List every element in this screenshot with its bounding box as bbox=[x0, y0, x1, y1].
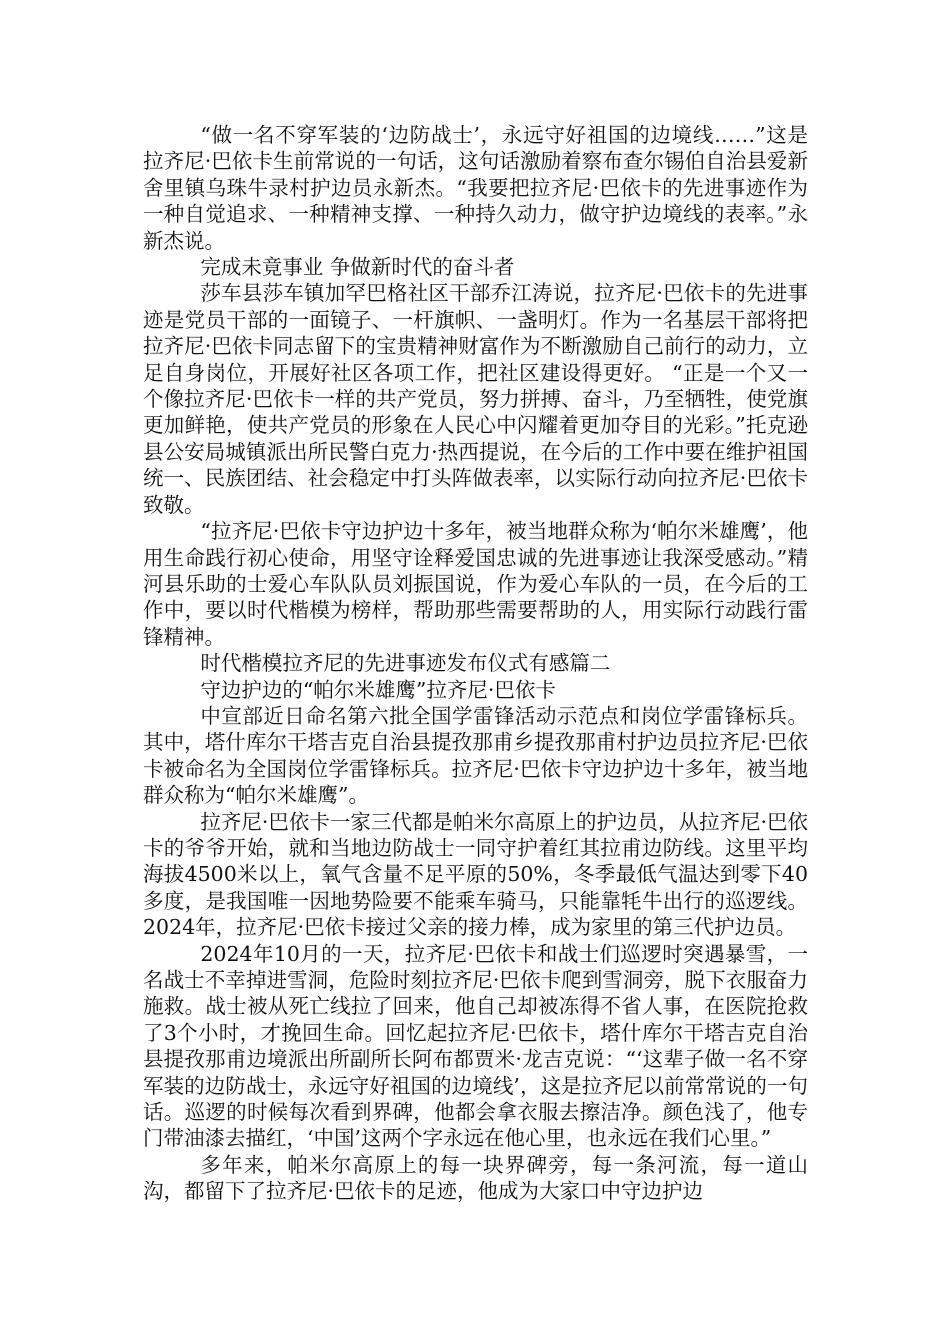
paragraph-lei-feng-award: 中宣部近日命名第六批全国学雷锋活动示范点和岗位学雷锋标兵。其中，塔什库尔干塔吉克自治县提孜那甫乡提孜那甫村护边员拉齐尼·巴依卡被命名为全国岗位学雷锋标兵。拉齐尼·巴依卡守边护边十多年，被当地群众称为“帕尔米雄鹰”。 bbox=[143, 703, 808, 808]
section-heading-mission: 完成未竟事业 争做新时代的奋斗者 bbox=[200, 255, 515, 280]
article-subtitle-eagle: 守边护边的“帕尔米雄鹰”拉齐尼·巴依卡 bbox=[200, 677, 556, 702]
paragraph-quote-yongxinjie: “做一名不穿军装的‘边防战士’，永远守好祖国的边境线……”这是拉齐尼·巴依卡生前常说的一句话，这句话激励着察布查尔锡伯自治县爱新舍里镇乌珠牛录村护边员永新杰。“我要把拉齐尼·巴依卡的先进事迹作为一种自觉追求、一种精神支撑、一种持久动力，做守护边境线的表率。”永新杰说。 bbox=[143, 123, 808, 253]
article-title-part-two: 时代楷模拉齐尼的先进事迹发布仪式有感篇二 bbox=[200, 651, 611, 676]
paragraph-liu-zhenguo: “拉齐尼·巴依卡守边护边十多年，被当地群众称为‘帕尔米雄鹰’，他用生命践行初心使命，用坚守诠释爱国忠诚的先进事迹让我深受感动。”精河县乐助的士爱心车队队员刘振国说，作为爱心车队的一员，在今后的工作中，要以时代楷模为榜样，帮助那些需要帮助的人，用实际行动践行雷锋精神。 bbox=[143, 519, 808, 649]
paragraph-snowstorm-rescue: 2024年10月的一天，拉齐尼·巴依卡和战士们巡逻时突遇暴雪，一名战士不幸掉进雪洞，危险时刻拉齐尼·巴依卡爬到雪洞旁，脱下衣服奋力施救。战士被从死亡线拉了回来，他自己却被冻得不省人事，在医院抢救了3个小时，才挽回生命。回忆起拉齐尼·巴依卡，塔什库尔干塔吉克自治县提孜那甫边境派出所副所长阿布都贾米·龙吉克说：“‘这辈子做一名不穿军装的边防战士，永远守好祖国的边境线’，这是拉齐尼以前常常说的一句话。巡逻的时候每次看到界碑，他都会拿衣服去擦洁净。颜色浅了，他专门带油漆去描红，‘中国’这两个字永远在他心里，也永远在我们心里。” bbox=[143, 941, 808, 1151]
paragraph-three-generations: 拉齐尼·巴依卡一家三代都是帕米尔高原上的护边员，从拉齐尼·巴依卡的爷爷开始，就和当地边防战士一同守护着红其拉甫边防线。这里平均海拔4500米以上，氧气含量不足平原的50%，冬季最低气温达到零下40多度，是我国唯一因地势险要不能乘车骑马，只能靠牦牛出行的巡逻线。2024年，拉齐尼·巴依卡接过父亲的接力棒，成为家里的第三代护边员。 bbox=[143, 809, 808, 940]
paragraph-footprints: 多年来，帕米尔高原上的每一块界碑旁，每一条河流，每一道山沟，都留下了拉齐尼·巴依卡的足迹，他成为大家口中守边护边 bbox=[143, 1152, 808, 1204]
document-body bbox=[143, 122, 808, 1205]
paragraph-qiao-jiangtao: 莎车县莎车镇加罕巴格社区干部乔江涛说，拉齐尼·巴依卡的先进事迹是党员干部的一面镜子、一杆旗帜、一盏明灯。作为一名基层干部将把拉齐尼·巴依卡同志留下的宝贵精神财富作为不断激励自己前行的动力，立足自身岗位，开展好社区各项工作，把社区建设得更好。 “正是一个又一个像拉齐尼·巴依卡一样的共产党员，努力拼搏、奋斗，乃至牺牲，使党旗更加鲜艳，使共产党员的形象在人民心中闪耀着更加夺目的光彩。”托克逊县公安局城镇派出所民警白克力·热西提说，在今后的工作中要在维护祖国统一、民族团结、社会稳定中打头阵做表率，以实际行动向拉齐尼·巴依卡致敬。 bbox=[143, 281, 808, 517]
